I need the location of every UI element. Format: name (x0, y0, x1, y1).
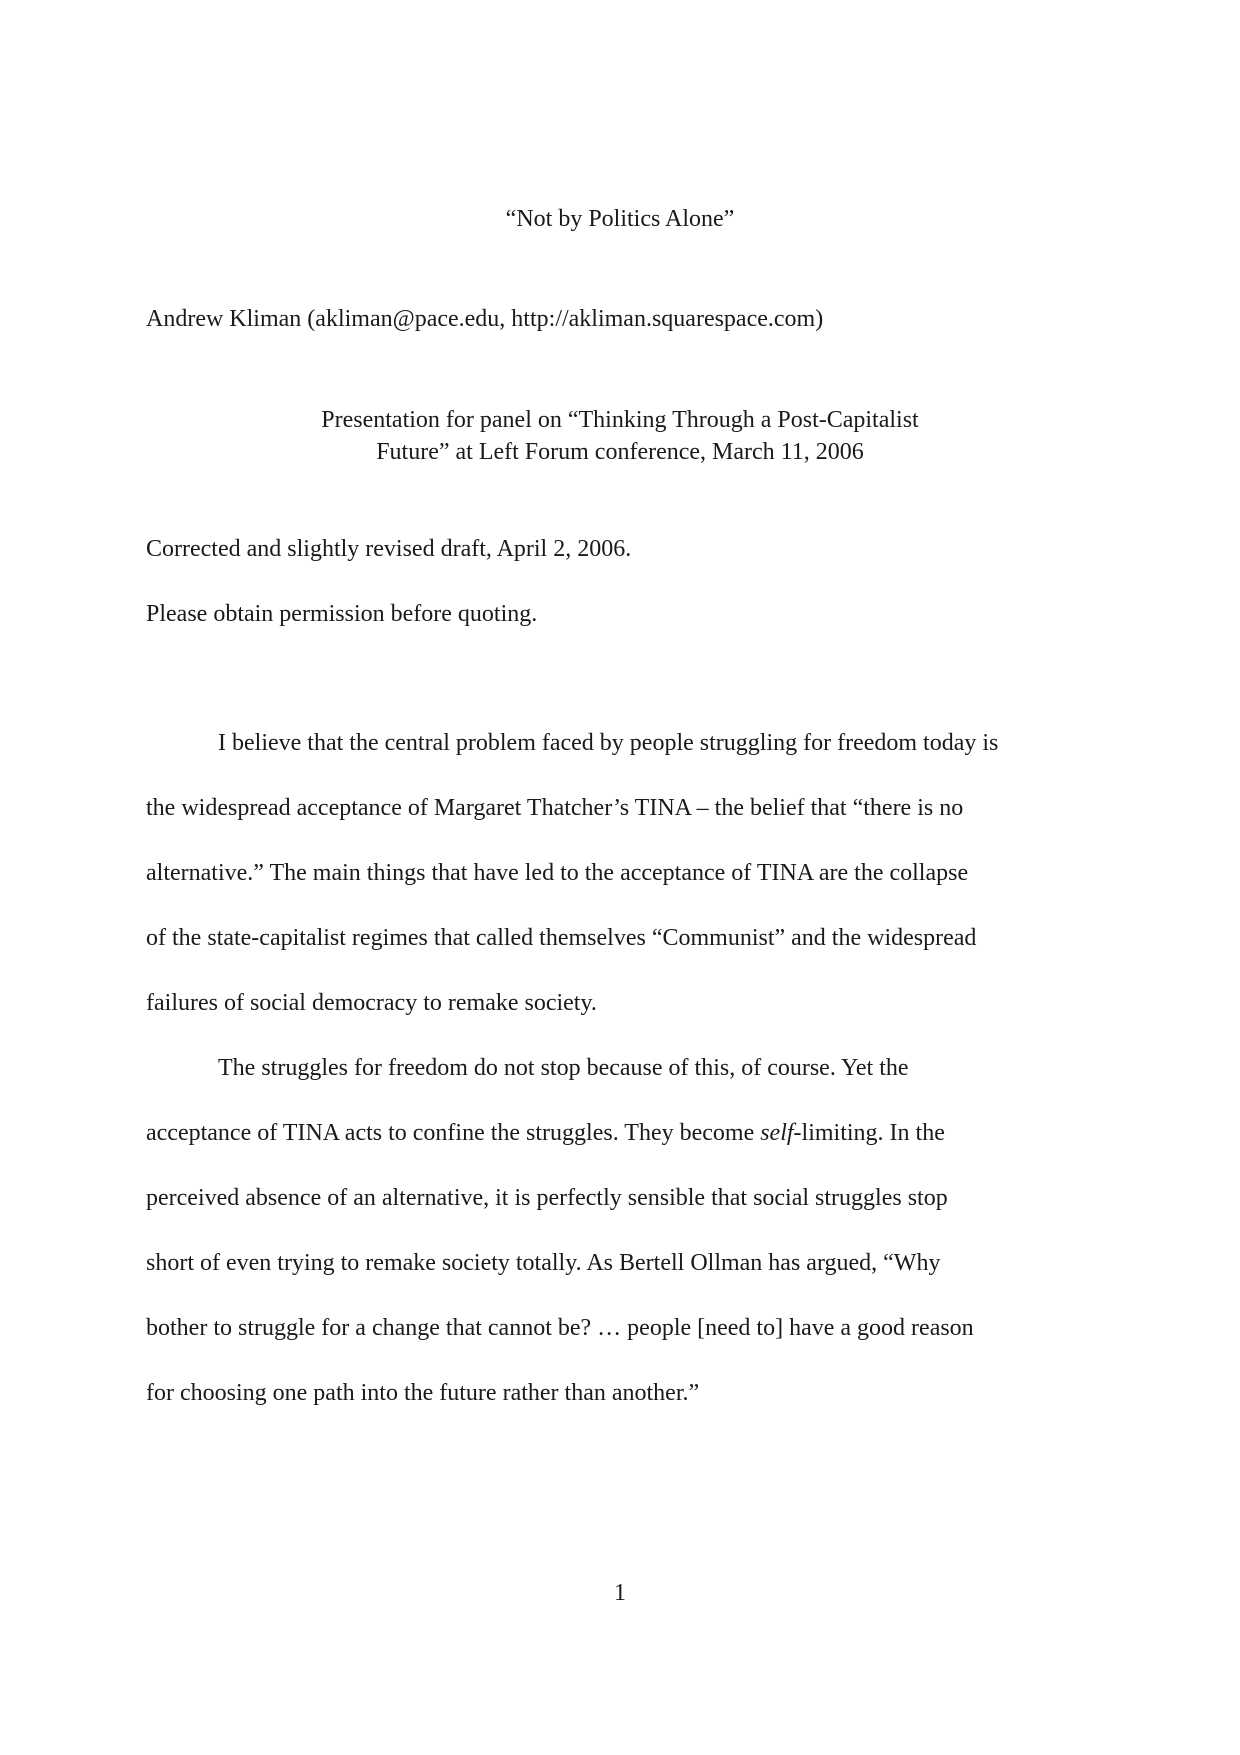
author-line: Andrew Kliman (akliman@pace.edu, http://akliman.squarespace.com) (146, 306, 824, 332)
permission-note: Please obtain permission before quoting. (146, 601, 538, 627)
presentation-line: Presentation for panel on “Thinking Through a Post-Capitalist (321, 407, 919, 433)
emphasis-text: self (760, 1120, 794, 1146)
paragraph-line: the widespread acceptance of Margaret Thatcher’s TINA – the belief that “there is no (146, 795, 964, 821)
paragraph-line: bother to struggle for a change that cannot be? … people [need to] have a good reason (146, 1315, 974, 1341)
paragraph-line: alternative.” The main things that have led to the acceptance of TINA are the collapse (146, 860, 969, 886)
paragraph-line: of the state-capitalist regimes that called themselves “Communist” and the widespread (146, 925, 977, 951)
paragraph-line: failures of social democracy to remake society. (146, 990, 597, 1016)
paragraph-line: The struggles for freedom do not stop because of this, of course. Yet the (218, 1055, 909, 1081)
paragraph-line: short of even trying to remake society totally. As Bertell Ollman has argued, “Why (146, 1250, 941, 1276)
paragraph-line: perceived absence of an alternative, it is perfectly sensible that social struggles stop (146, 1185, 948, 1211)
document-title: “Not by Politics Alone” (505, 206, 735, 232)
paragraph-text: acceptance of TINA acts to confine the struggles. They become (146, 1120, 761, 1146)
paragraph-line: I believe that the central problem faced by people struggling for freedom today is (218, 730, 999, 756)
revised-note: Corrected and slightly revised draft, April 2, 2006. (146, 536, 632, 562)
presentation-line: Future” at Left Forum conference, March 11, 2006 (376, 439, 864, 465)
paragraph-text: -limiting. In the (793, 1120, 945, 1146)
presentation-note (0, 404, 1240, 468)
paragraph-line: for choosing one path into the future rather than another.” (146, 1380, 700, 1406)
page-number: 1 (614, 1580, 626, 1606)
paragraph-line (146, 1120, 945, 1147)
